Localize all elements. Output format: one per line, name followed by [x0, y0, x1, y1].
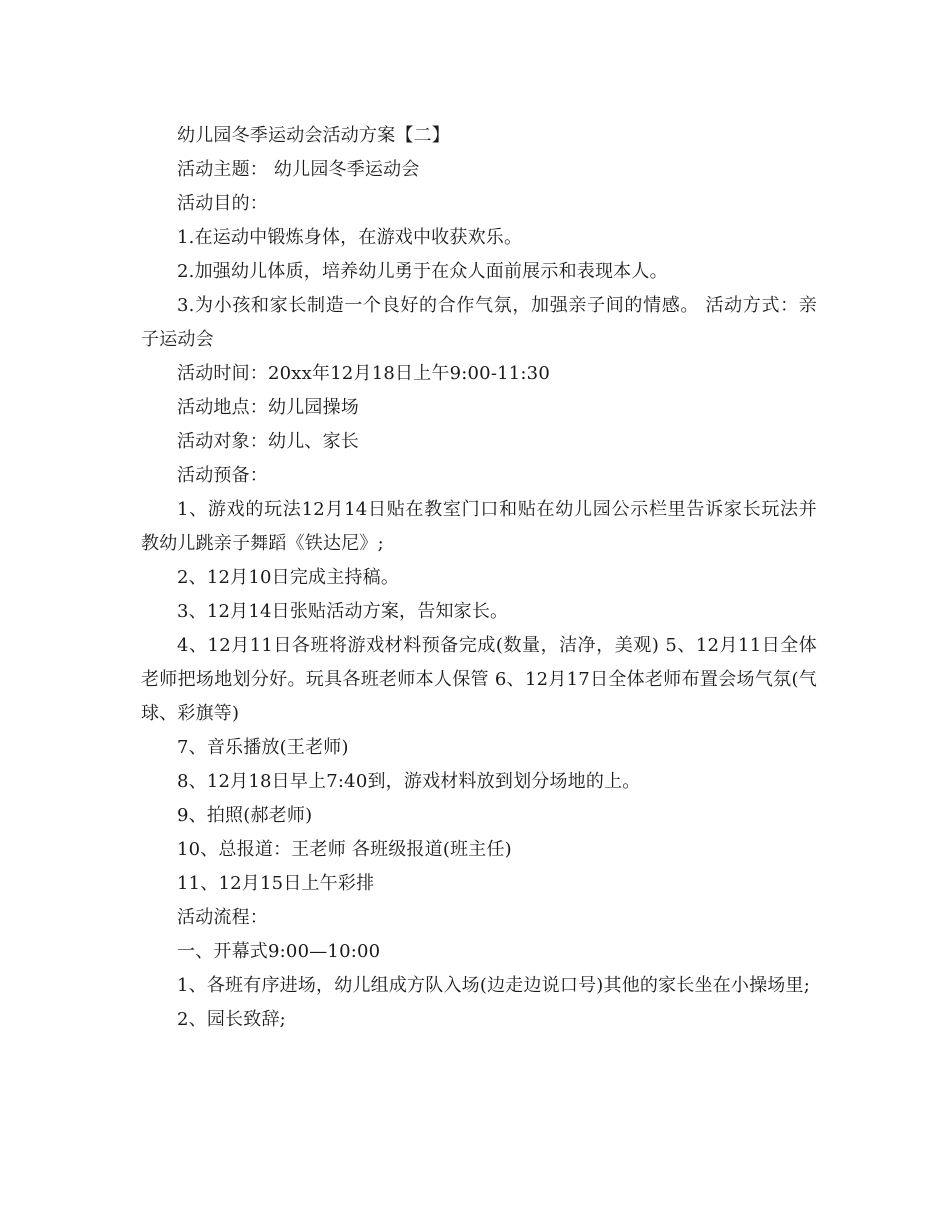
paragraph-audience: 活动对象：幼儿、家长 — [177, 431, 359, 452]
paragraph-process-heading: 活动流程： — [177, 907, 268, 928]
paragraph-opening-ceremony: 一、开幕式9:00—10:00 — [177, 941, 381, 962]
paragraph-prep-8: 8、12月18日早上7:40到，游戏材料放到划分场地的上。 — [177, 771, 641, 792]
paragraph-location: 活动地点：幼儿园操场 — [177, 397, 359, 418]
paragraph-purpose-2: 2.加强幼儿体质，培养幼儿勇于在众人面前展示和表现本人。 — [177, 261, 668, 282]
paragraph-prep-10: 10、总报道：王老师 各班级报道(班主任) — [177, 839, 512, 860]
paragraph-preparation-heading: 活动预备： — [177, 465, 268, 486]
paragraph-theme: 活动主题： 幼儿园冬季运动会 — [177, 159, 420, 180]
paragraph-opening-1: 1、各班有序进场，幼儿组成方队入场(边走边说口号)其他的家长坐在小操场里; — [177, 975, 810, 996]
paragraph-prep-7: 7、音乐播放(王老师) — [177, 737, 349, 758]
paragraph-purpose-heading: 活动目的： — [177, 193, 268, 214]
document-title: 幼儿园冬季运动会活动方案【二】 — [177, 125, 450, 146]
paragraph-prep-9: 9、拍照(郝老师) — [177, 805, 313, 826]
paragraph-purpose-3: 3.为小孩和家长制造一个良好的合作气氛，加强亲子间的情感。 活动方式：亲子运动会 — [141, 295, 817, 350]
paragraph-prep-1: 1、游戏的玩法12月14日贴在教室门口和贴在幼儿园公示栏里告诉家长玩法并教幼儿跳亲子舞蹈《铁达尼》; — [141, 499, 817, 554]
document-body — [141, 119, 817, 1037]
paragraph-purpose-1: 1.在运动中锻炼身体，在游戏中收获欢乐。 — [177, 227, 523, 248]
paragraph-prep-11: 11、12月15日上午彩排 — [177, 873, 375, 894]
paragraph-prep-2: 2、12月10日完成主持稿。 — [177, 567, 400, 588]
paragraph-time: 活动时间：20xx年12月18日上午9:00-11:30 — [177, 363, 550, 384]
paragraph-opening-2: 2、园长致辞; — [177, 1009, 286, 1030]
paragraph-prep-3: 3、12月14日张贴活动方案，告知家长。 — [177, 601, 509, 622]
paragraph-prep-4-6: 4、12月11日各班将游戏材料预备完成(数量，洁净，美观) 5、12月11日全体老师把场地划分好。玩具各班老师本人保管 6、12月17日全体老师布置会场气氛(气球、彩旗等) — [141, 635, 817, 724]
